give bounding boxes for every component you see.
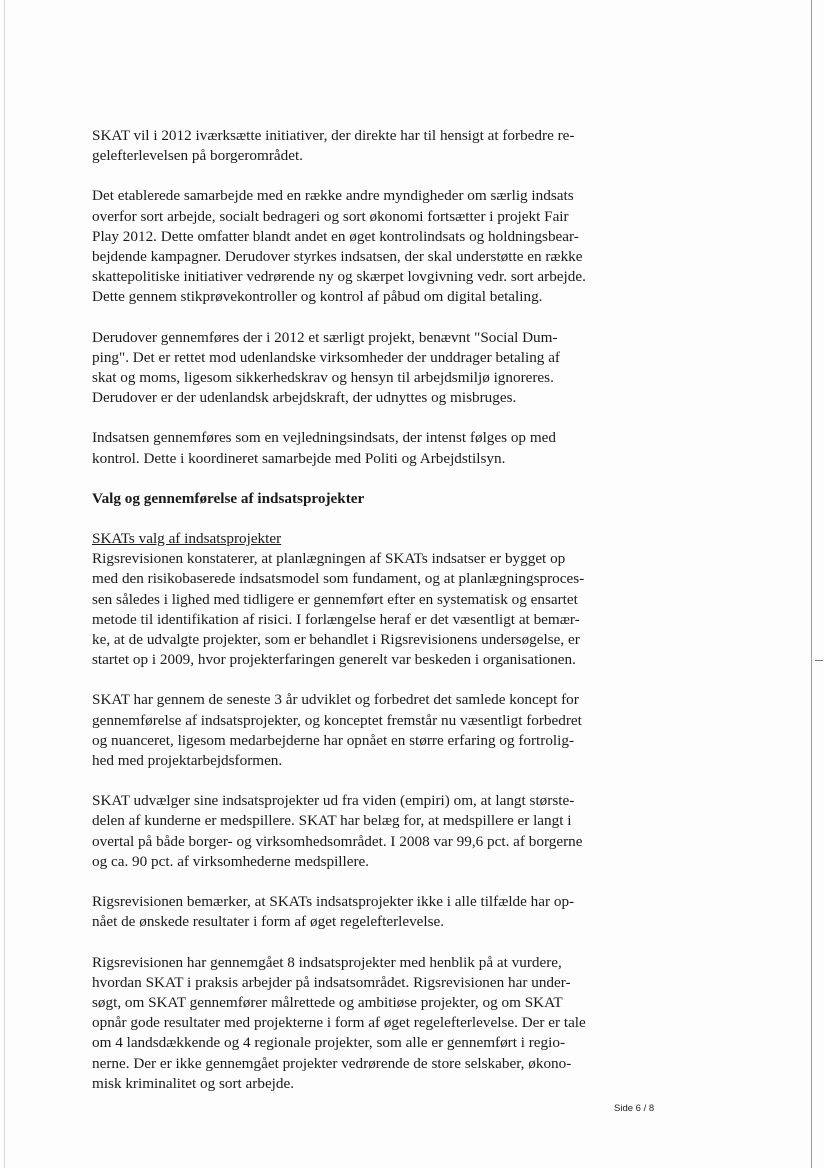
text-line: Play 2012. Dette omfatter blandt andet en øget kontrolindsats og holdningsbear- bbox=[92, 227, 579, 245]
text-line: gennemførelse af indsatsprojekter, og konceptet fremstår nu væsentligt forbedret bbox=[92, 711, 582, 729]
text-line: nerne. Der er ikke gennemgået projekter vedrørende de store selskaber, økono- bbox=[92, 1054, 572, 1072]
text-line: Indsatsen gennemføres som en vejledningsindsats, der intenst følges op med bbox=[92, 429, 556, 447]
text-line: Rigsrevisionen har gennemgået 8 indsatsprojekter med henblik på at vurdere, bbox=[92, 953, 562, 971]
text-line: Derudover er der udenlandsk arbejdskraft, der udnyttes og misbruges. bbox=[92, 389, 517, 407]
text-line: ping". Det er rettet mod udenlandske virksomheder der unddrager betaling af bbox=[92, 348, 560, 366]
paragraph-fair-play bbox=[92, 186, 622, 307]
text-line: overfor sort arbejde, socialt bedrageri og sort økonomi fortsætter i projekt Fair bbox=[92, 207, 569, 225]
paragraph-projects-review bbox=[92, 953, 622, 1094]
paragraph-guidance-effort bbox=[92, 428, 622, 468]
paragraph-initiatives-2012 bbox=[92, 126, 622, 166]
text-line: Det etablerede samarbejde med en række andre myndigheder om særlig indsats bbox=[92, 187, 574, 205]
text-line: startet op i 2009, hvor projekterfaringen generelt var beskeden i organisationen. bbox=[92, 651, 576, 669]
text-line: SKAT udvælger sine indsatsprojekter ud fra viden (empiri) om, at langt største- bbox=[92, 792, 575, 810]
text-line: misk kriminalitet og sort arbejde. bbox=[92, 1074, 295, 1092]
paragraph-project-selection bbox=[92, 791, 622, 872]
text-line: metode til identifikation af risici. I forlængelse heraf er det væsentligt at bemær- bbox=[92, 610, 580, 628]
text-line: kontrol. Dette i koordineret samarbejde med Politi og Arbejdstilsyn. bbox=[92, 449, 506, 467]
text-line: Derudover gennemføres der i 2012 et særligt projekt, benævnt "Social Dum- bbox=[92, 328, 558, 346]
text-line: SKAT har gennem de seneste 3 år udviklet og forbedret det samlede koncept for bbox=[92, 691, 579, 709]
paragraph-results-remark bbox=[92, 892, 622, 932]
paragraph-social-dumping bbox=[92, 328, 622, 409]
document-body bbox=[92, 126, 622, 1114]
text-line: ke, at de udvalgte projekter, som er behandlet i Rigsrevisionens undersøgelse, er bbox=[92, 631, 580, 649]
text-line: hvordan SKAT i praksis arbejder på indsatsområdet. Rigsrevisionen har under- bbox=[92, 973, 571, 991]
text-line: Dette gennem stikprøvekontroller og kontrol af påbud om digital betaling. bbox=[92, 288, 543, 306]
subsection-heading: SKATs valg af indsatsprojekter bbox=[92, 530, 282, 548]
text-line: skattepolitiske initiativer vedrørende ny og skærpet lovgivning vedr. sort arbejde. bbox=[92, 268, 586, 286]
text-line: om 4 landsdækkende og 4 regionale projekter, som alle er gennemført i regio- bbox=[92, 1034, 566, 1052]
text-line: gelefterlevelsen på borgerområdet. bbox=[92, 147, 303, 165]
text-line: og nuanceret, ligesom medarbejderne har opnået en større erfaring og fortrolig- bbox=[92, 731, 575, 749]
text-line: overtal på både borger- og virksomhedsområdet. I 2008 var 99,6 pct. af borgerne bbox=[92, 832, 583, 850]
page-number: Side 6 / 8 bbox=[614, 1103, 655, 1114]
subsection-skat-choice bbox=[92, 529, 622, 670]
text-line: med den risikobaserede indsatsmodel som fundament, og at planlægningsproces- bbox=[92, 570, 585, 588]
text-line: sen således i lighed med tidligere er gennemført efter en systematisk og ensartet bbox=[92, 590, 578, 608]
scan-edge-right bbox=[811, 0, 812, 1168]
text-line: og ca. 90 pct. af virksomhederne medspillere. bbox=[92, 852, 370, 870]
text-line: bejdende kampagner. Derudover styrkes indsatsen, der skal understøtte en række bbox=[92, 248, 583, 266]
text-line: Rigsrevisionen konstaterer, at planlægningen af SKATs indsatser er bygget op bbox=[92, 550, 566, 568]
text-line: skat og moms, ligesom sikkerhedskrav og hensyn til arbejdsmiljø ignoreres. bbox=[92, 369, 554, 387]
paragraph-concept-development bbox=[92, 690, 622, 771]
scan-edge-left bbox=[4, 0, 5, 1168]
scan-mark bbox=[815, 660, 823, 661]
text-line: delen af kunderne er medspillere. SKAT har belæg for, at medspillere er langt i bbox=[92, 812, 572, 830]
section-heading: Valg og gennemførelse af indsatsprojekter bbox=[92, 489, 365, 507]
text-line: hed med projektarbejdsformen. bbox=[92, 752, 283, 770]
text-line: søgt, om SKAT gennemfører målrettede og ambitiøse projekter, og om SKAT bbox=[92, 993, 563, 1011]
text-line: nået de ønskede resultater i form af øget regelefterlevelse. bbox=[92, 913, 445, 931]
text-line: opnår gode resultater med projekterne i form af øget regelefterlevelse. Der er tale bbox=[92, 1014, 586, 1032]
text-line: Rigsrevisionen bemærker, at SKATs indsatsprojekter ikke i alle tilfælde har op- bbox=[92, 893, 575, 911]
text-line: SKAT vil i 2012 iværksætte initiativer, der direkte har til hensigt at forbedre re- bbox=[92, 127, 575, 144]
